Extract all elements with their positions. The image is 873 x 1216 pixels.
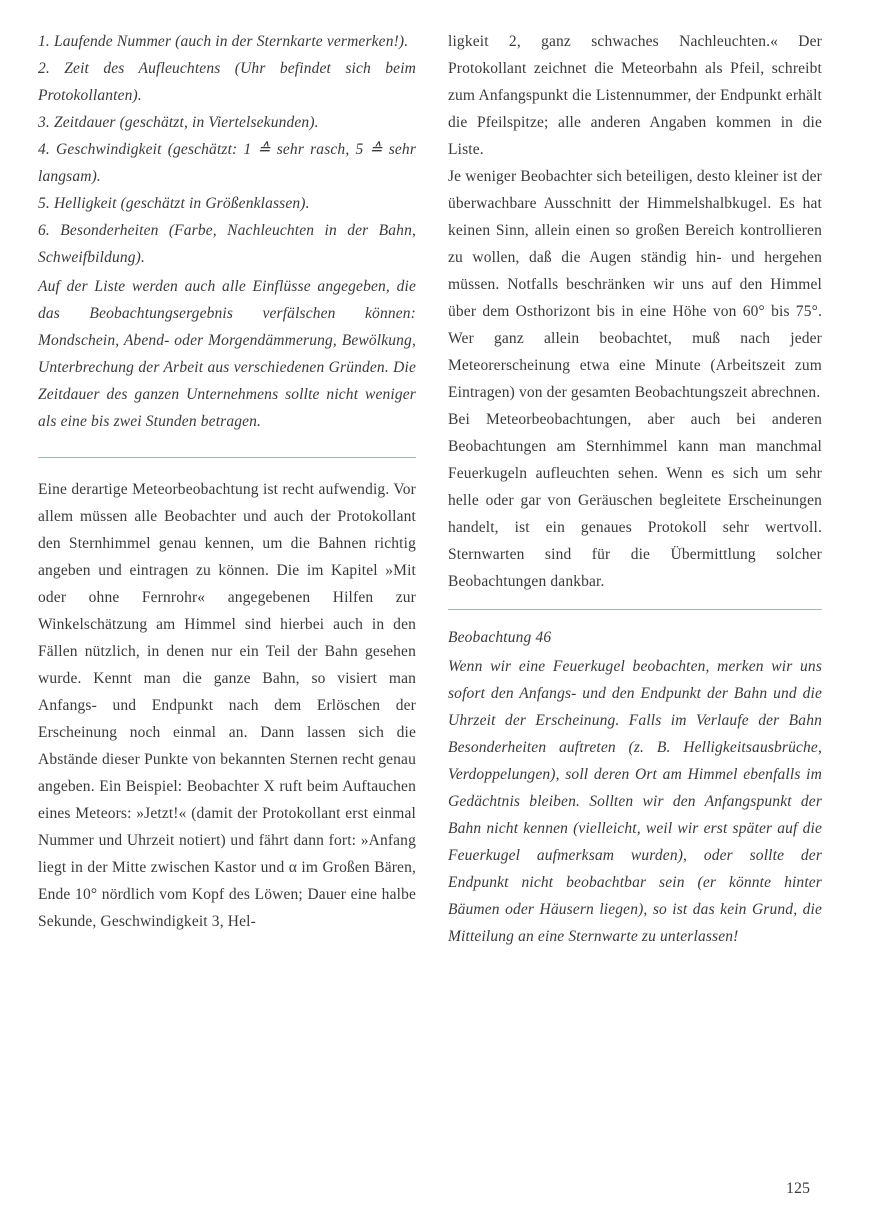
right-column: [448, 28, 822, 950]
body-paragraph: Je weniger Beobachter sich beteiligen, desto kleiner ist der überwachbare Ausschnitt der Himmelshalbkugel. Es hat keinen Sinn, allein einen so großen Bereich kontrollieren zu wollen, daß die Augen ständig hin- und hergehen müssen. Notfalls beschränken wir uns auf den Himmel über dem Osthorizont bis in eine Höhe von 60° bis 75°. Wer ganz allein beobachtet, muß nach jeder Meteorerscheinung etwa eine Minute (Arbeitszeit zum Eintragen) von der gesamten Beobachtungszeit abrechnen.: [448, 168, 822, 401]
page-number: 125: [786, 1180, 810, 1197]
body-paragraph: Eine derartige Meteorbeobachtung ist recht aufwendig. Vor allem müssen alle Beobachter und auch der Protokollant den Sternhimmel genau kennen, um die Bahnen richtig angeben und eintragen zu können. Die im Kapitel »Mit oder ohne Fernrohr« angegebenen Hilfen zur Winkelschätzung am Himmel sind hierbei auch in den Fällen nützlich, in denen nur ein Teil der Bahn gesehen wurde. Kennt man die ganze Bahn, so visiert man Anfangs- und Endpunkt nach dem Erlöschen der Erscheinung noch einmal an. Dann lassen sich die Abstände dieser Punkte von bekannten Sternen recht genau angeben. Ein Beispiel: Beobachter X ruft beim Auftauchen eines Meteors: »Jetzt!« (damit der Protokollant erst einmal Nummer und Uhrzeit notiert) und fährt dann fort: »Anfang liegt in der Mitte zwischen Kastor und α im Großen Bären, Ende 10° nördlich vom Kopf des Löwen; Dauer eine halbe Sekunde, Geschwindigkeit 3, Hel-: [38, 481, 416, 930]
left-column: [38, 28, 416, 935]
body-paragraph: ligkeit 2, ganz schwaches Nachleuchten.« Der Protokollant zeichnet die Meteorbahn als Pfeil, schreibt zum Anfangspunkt die Listennummer, der Endpunkt erhält die Pfeilspitze; alle anderen Angaben kommen in die Liste.: [448, 33, 822, 158]
protocol-field-list: [38, 28, 416, 271]
list-item: 5. Helligkeit (geschätzt in Größenklassen).: [38, 195, 310, 212]
list-item: 4. Geschwindigkeit (geschätzt: 1 ≙ sehr rasch, 5 ≙ sehr langsam).: [38, 141, 416, 185]
list-item: 3. Zeitdauer (geschätzt, in Viertelsekunden).: [38, 114, 319, 131]
body-paragraph: Bei Meteorbeobachtungen, aber auch bei anderen Beobachtungen am Sternhimmel kann man manchmal Feuerkugeln aufleuchten sehen. Wenn es sich um sehr helle oder gar von Geräuschen begleitete Erscheinungen handelt, ist ein genaues Protokoll sehr wertvoll. Sternwarten sind für die Übermittlung solcher Beobachtungen dankbar.: [448, 411, 822, 590]
observation-title: Beobachtung 46: [448, 629, 552, 646]
list-item: 1. Laufende Nummer (auch in der Sternkarte vermerken!).: [38, 33, 409, 50]
section-divider: [448, 609, 822, 610]
section-divider: [38, 457, 416, 458]
list-note: Auf der Liste werden auch alle Einflüsse angegeben, die das Beobachtungsergebnis verfälschen können: Mondschein, Abend- oder Morgendämmerung, Bewölkung, Unterbrechung der Arbeit aus verschiedenen Gründen. Die Zeitdauer des ganzen Unternehmens sollte nicht weniger als eine bis zwei Stunden betragen.: [38, 278, 416, 430]
list-item: 2. Zeit des Aufleuchtens (Uhr befindet sich beim Protokollanten).: [38, 60, 416, 104]
observation-text: Wenn wir eine Feuerkugel beobachten, merken wir uns sofort den Anfangs- und den Endpunkt der Bahn und die Uhrzeit der Erscheinung. Falls im Verlaufe der Bahn Besonderheiten auftreten (z. B. Helligkeitsausbrüche, Verdoppelungen), soll deren Ort am Himmel ebenfalls im Gedächtnis bleiben. Sollten wir den Anfangspunkt der Bahn nicht kennen (vielleicht, weil wir erst später auf die Feuerkugel aufmerksam wurden), oder sollte der Endpunkt nicht beobachtbar sein (er könnte hinter Bäumen oder Häusern liegen), so ist das kein Grund, die Mitteilung an eine Sternwarte zu unterlassen!: [448, 658, 822, 945]
list-item: 6. Besonderheiten (Farbe, Nachleuchten in der Bahn, Schweifbildung).: [38, 222, 416, 266]
